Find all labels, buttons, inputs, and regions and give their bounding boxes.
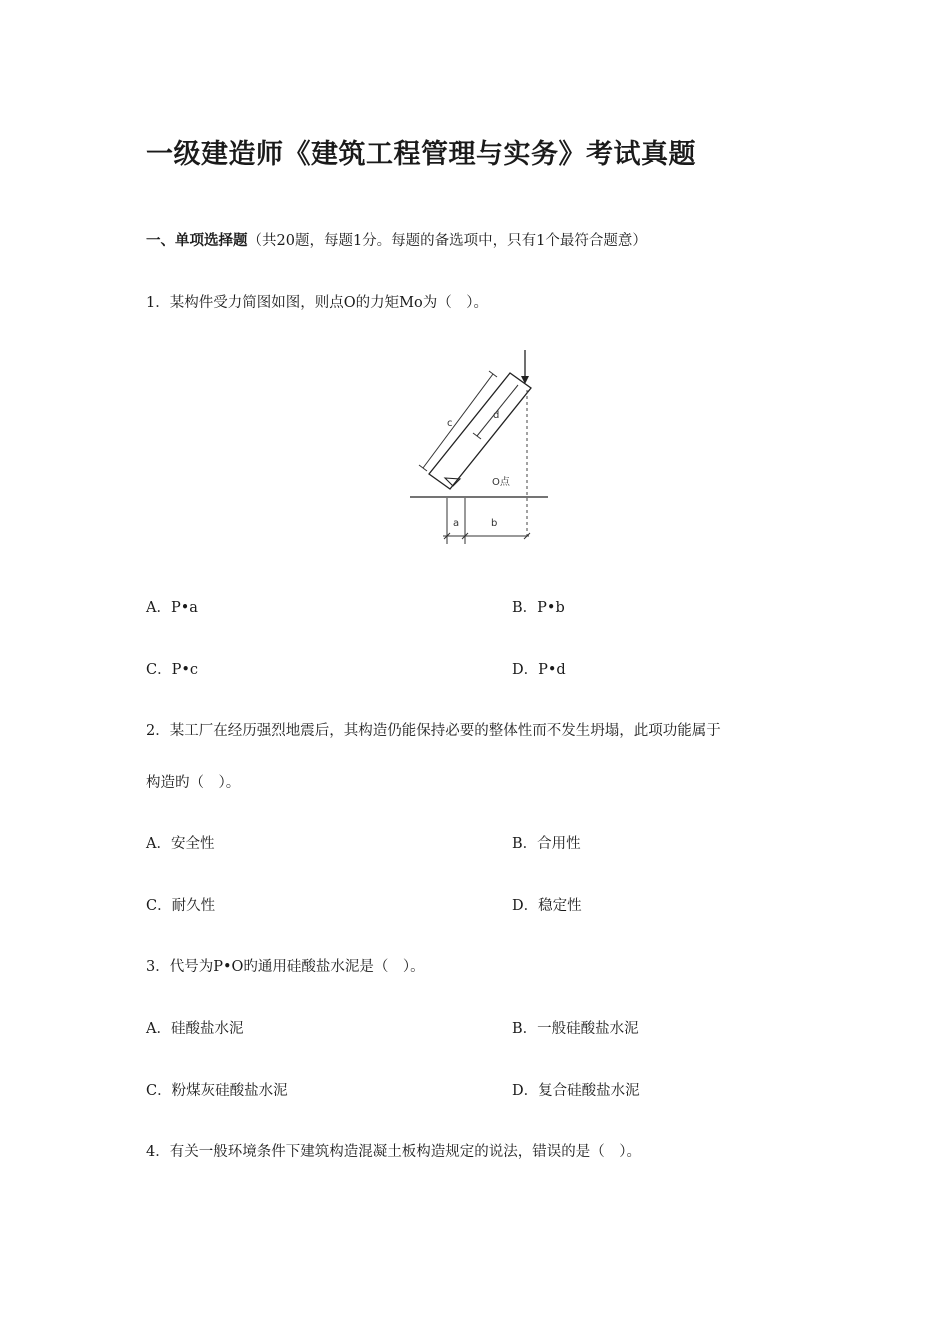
load-arrow-head <box>521 376 529 384</box>
page-title: 一级建造师《建筑工程管理与实务》考试真题 <box>146 139 696 170</box>
question-1-option-c: C．P•c <box>146 662 199 678</box>
section-heading-label: 一、单项选择题 <box>146 233 248 249</box>
question-1-option-d: D．P•d <box>512 662 566 678</box>
inclined-member <box>429 373 531 489</box>
support-triangle <box>445 478 460 486</box>
question-1-stem: 1．某构件受力简图如图，则点O的力矩Mo为（ ）。 <box>146 295 488 311</box>
question-1-option-b: B．P•b <box>512 600 565 616</box>
dimension-line-c <box>423 374 493 468</box>
label-o-point: O点 <box>492 477 510 488</box>
question-2-option-b: B．合用性 <box>512 836 581 852</box>
question-1-force-diagram <box>405 348 555 548</box>
question-3-option-d: D．复合硅酸盐水泥 <box>512 1083 640 1099</box>
question-2-option-a: A．安全性 <box>146 836 215 852</box>
question-2-option-c: C．耐久性 <box>146 898 216 914</box>
question-2-stem-line1: 2．某工厂在经历强烈地震后，其构造仍能保持必要的整体性而不发生坍塌，此项功能属于 <box>146 723 721 739</box>
question-4-stem: 4．有关一般环境条件下建筑构造混凝土板构造规定的说法，错误的是（ ）。 <box>146 1144 641 1160</box>
question-1-option-a: A．P•a <box>146 600 198 616</box>
question-2-option-d: D．稳定性 <box>512 898 582 914</box>
section-heading-note: （共20题，每题1分。每题的备选项中，只有1个最符合题意） <box>247 233 647 249</box>
label-a: a <box>453 518 460 529</box>
label-b: b <box>491 518 498 529</box>
question-2-stem-line2: 构造旳（ ）。 <box>146 775 241 791</box>
label-c: c <box>447 418 453 429</box>
section-heading <box>146 229 647 250</box>
question-3-option-a: A．硅酸盐水泥 <box>146 1021 244 1037</box>
question-3-option-b: B．一般硅酸盐水泥 <box>512 1021 639 1037</box>
question-3-stem: 3．代号为P•O旳通用硅酸盐水泥是（ ）。 <box>146 959 425 975</box>
label-d: d <box>493 410 500 421</box>
question-3-option-c: C．粉煤灰硅酸盐水泥 <box>146 1083 288 1099</box>
